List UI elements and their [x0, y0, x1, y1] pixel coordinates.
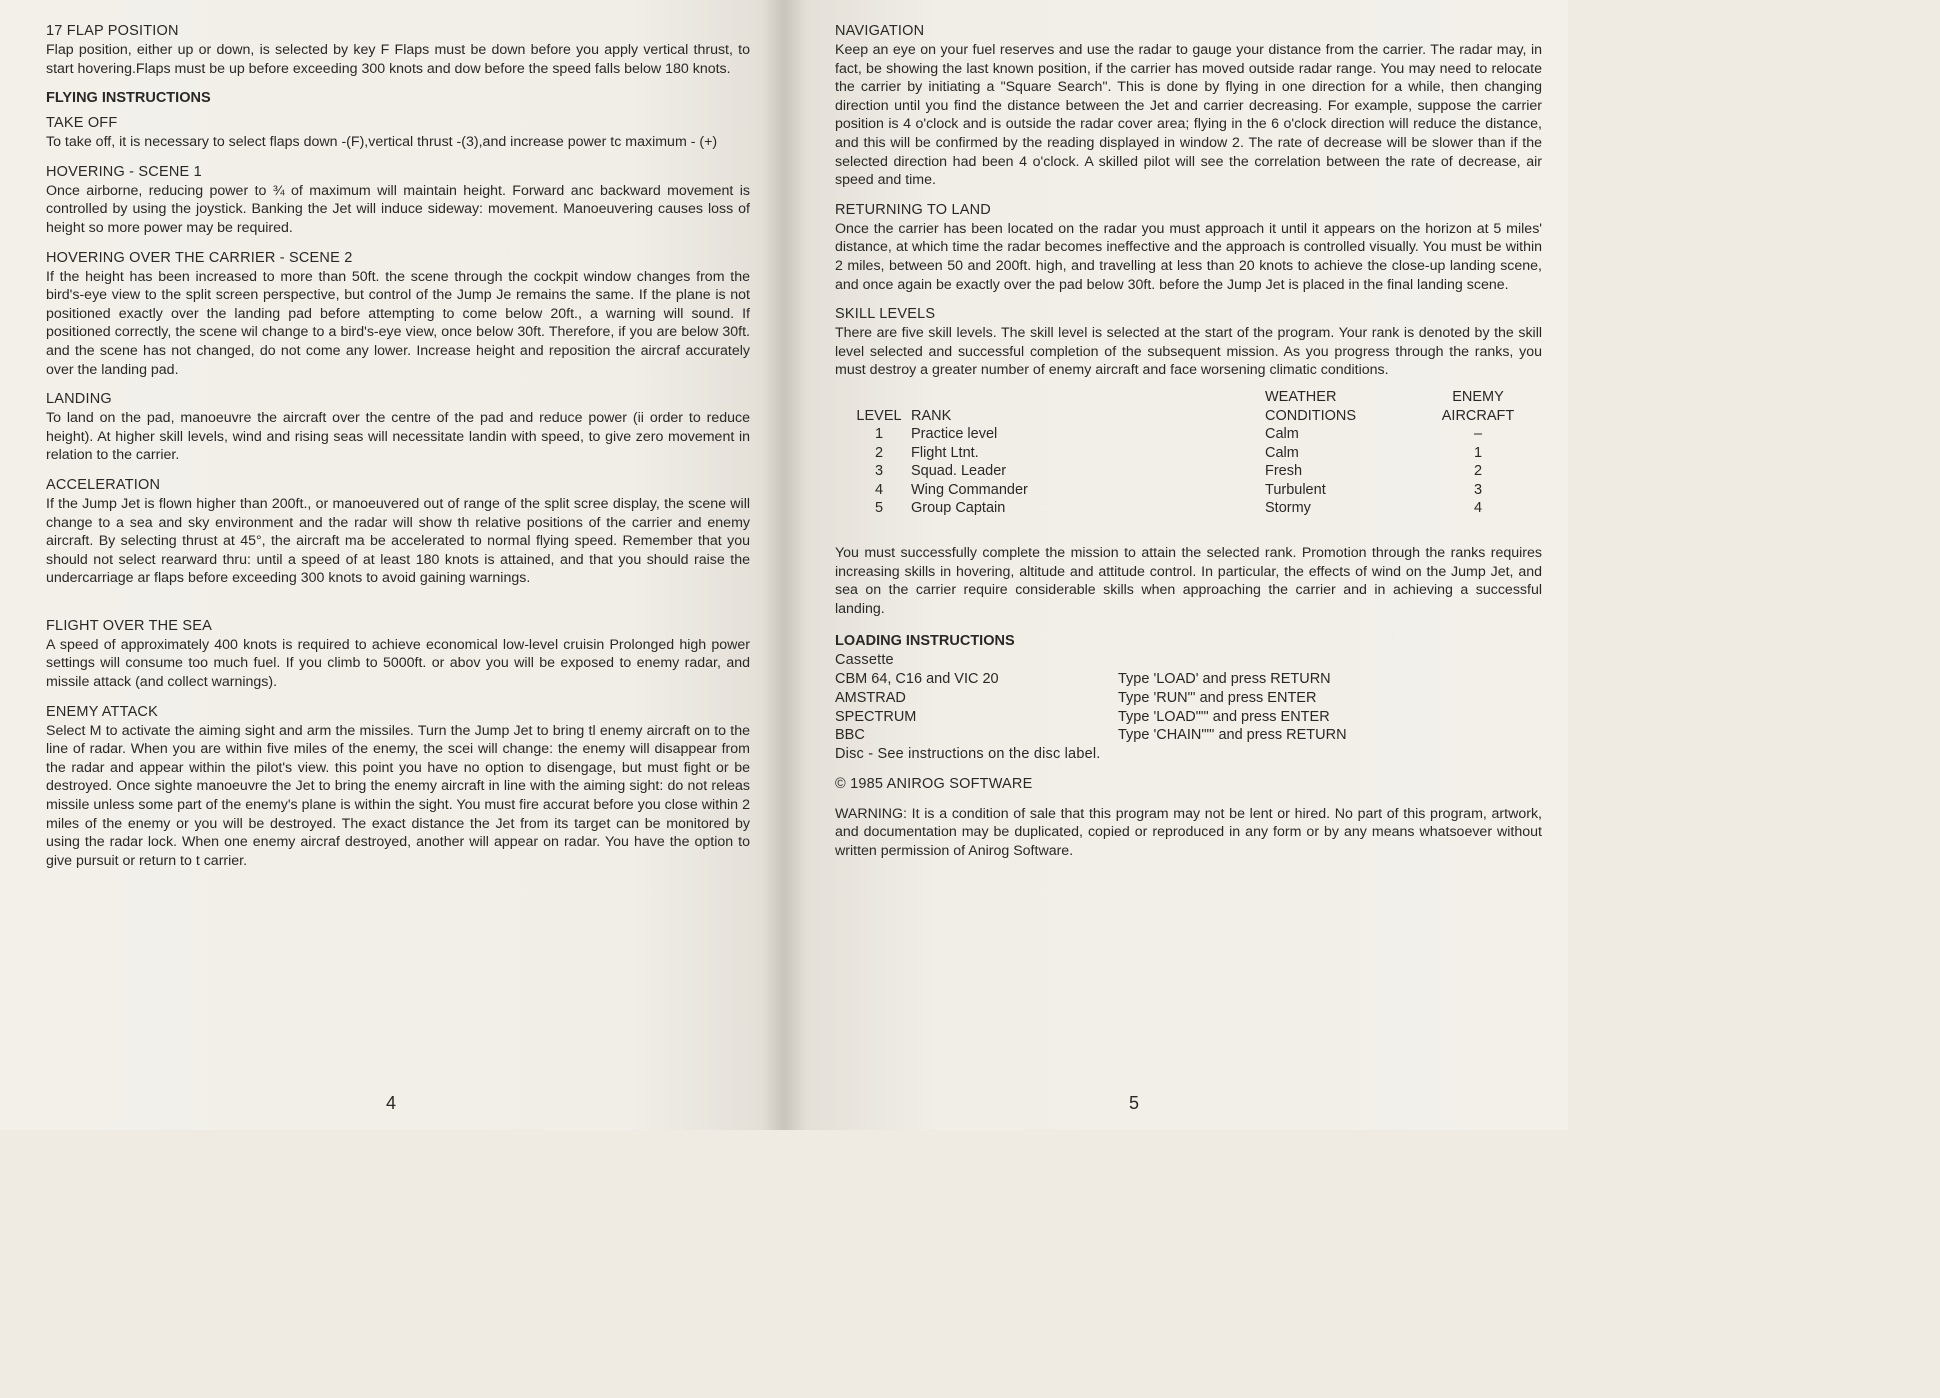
- warning-text: WARNING: It is a condition of sale that this program may not be lent or hired. No part of this program, artwork, and documentation may be duplicated, copied or reproduced in any form or by any means whatsoever without written permission of Anirog Software.: [835, 805, 1542, 859]
- cell-rank: Practice level: [911, 426, 998, 443]
- cell-level: 1: [874, 426, 884, 443]
- loading-row: [835, 708, 1542, 727]
- cell-rank: Squad. Leader: [911, 463, 1007, 480]
- header-weather-line1: WEATHER: [1265, 388, 1337, 405]
- loading-row: [835, 726, 1542, 745]
- loading-heading: LOADING INSTRUCTIONS: [835, 633, 1015, 650]
- loading-row: [835, 670, 1542, 689]
- cell-level: 2: [874, 444, 884, 461]
- loading-subheading: Cassette: [835, 652, 894, 669]
- section-body: Select M to activate the aiming sight and arm the missiles. Turn the Jump Jet to bring tl enemy aircraft on to the line of radar. When you are within five miles of the enemy, the scei will change: the enemy will disappear from the radar and appear within the pilot's view. this point you have no option to disengage, but must fight or be destroyed. Once sighte manoeuvre the Jet to bring the enemy aircraft in line with the aiming sight: do not releas missile unless some part of the enemy's plane is within the sight. You must fire accurat before you close within 2 miles of the enemy or you will be destroyed. The exact distance the Jet from its target can be monitored by using the radar lock. When one enemy aircraf destroyed, another will appear on radar. You have the option to give pursuit or return to t carrier.: [46, 722, 750, 869]
- header-rank: RANK: [911, 407, 952, 424]
- section-enemy-attack: [46, 703, 750, 871]
- section-loading: [835, 632, 1542, 763]
- header-enemy-line2: AIRCRAFT: [1441, 407, 1515, 424]
- section-heading: LANDING: [46, 391, 112, 408]
- section-heading: HOVERING OVER THE CARRIER - SCENE 2: [46, 249, 353, 266]
- section-navigation: [835, 22, 1542, 190]
- header-enemy-line1: ENEMY: [1452, 388, 1504, 405]
- cell-enemy: 3: [1473, 481, 1483, 498]
- section-heading: HOVERING - SCENE 1: [46, 163, 202, 180]
- section-acceleration: [46, 476, 750, 588]
- table-row: [847, 499, 1523, 518]
- cell-level: 4: [874, 481, 884, 498]
- section-body: To land on the pad, manoeuvre the aircraft over the centre of the pad and reduce power (ii order to reduce height). At higher skill levels, wind and rising seas will necessitate landin with speed, to give zero movement in relation to the carrier.: [46, 410, 750, 464]
- cell-enemy: 1: [1473, 444, 1483, 461]
- section-skill-levels: [835, 305, 1542, 618]
- loading-system: AMSTRAD: [835, 690, 906, 707]
- loading-system: SPECTRUM: [835, 708, 917, 725]
- header-weather: [1265, 388, 1433, 425]
- cell-rank: Flight Ltnt.: [911, 444, 979, 461]
- loading-instruction: Type 'LOAD' and press RETURN: [1118, 671, 1331, 688]
- loading-instruction: Type 'RUN"' and press ENTER: [1118, 690, 1317, 707]
- section-body: There are five skill levels. The skill level is selected at the start of the program. Your rank is denoted by the skill level selected and successful completion of the subsequent mission. As you progress through the ranks, you must destroy a greater number of enemy aircraft and face worsening climatic conditions.: [835, 325, 1542, 379]
- section-body: Once airborne, reducing power to ¾ of maximum will maintain height. Forward anc backward movement is controlled by using the joystick. Banking the Jet will induce sideway: movement. Manoeuvering causes loss of height so more power may be required.: [46, 182, 750, 236]
- section-heading: FLIGHT OVER THE SEA: [46, 617, 213, 634]
- section-heading: RETURNING TO LAND: [835, 201, 991, 218]
- cell-level: 5: [874, 500, 884, 517]
- section-body: Flap position, either up or down, is selected by key F Flaps must be down before you apply vertical thrust, to start hovering.Flaps must be up before exceeding 300 knots and dow before the speed falls below 180 knots.: [46, 42, 750, 77]
- loading-row: [835, 689, 1542, 708]
- header-level: LEVEL: [856, 407, 902, 424]
- table-row: [847, 425, 1523, 444]
- section-returning-to-land: [835, 201, 1542, 294]
- section-take-off: [46, 114, 750, 152]
- section-body: Keep an eye on your fuel reserves and use the radar to gauge your distance from the carrier. The radar may, in fact, be showing the last known position, if the carrier has moved outside radar range. You may need to relocate the carrier by initiating a "Square Search". This is done by flying in one direction for a while, then changing direction until you find the distance between the Jet and carrier decreasing. For example, suppose the carrier position is 4 o'clock and is outside the radar cover area; flying in the 6 o'clock direction will reduce the distance, and this will be confirmed by the reading displayed in window 2. The rate of decrease will be slower than if the selected direction had been 4 o'clock. A skilled pilot will see the correlation between the rate of decrease, air speed and time.: [835, 42, 1542, 189]
- loading-system: BBC: [835, 727, 865, 744]
- copyright-notice: [835, 775, 1542, 794]
- table-row: [847, 481, 1523, 500]
- section-body: If the Jump Jet is flown higher than 200ft., or manoeuvered out of range of the split scree display, the scene will change to a sea and sky environment and the radar will show th relative positions of the carrier and enemy aircraft. By selecting thrust at 45°, the aircraft ma be accelerated to normal flying speed. Remember that you should not select rearward thru: until a speed of at least 180 knots is attained, and that you should raise the undercarriage ar flaps before exceeding 300 knots to avoid gaining warnings.: [46, 495, 750, 587]
- disc-instructions: Disc - See instructions on the disc label.: [835, 745, 1101, 762]
- warning-notice: [835, 805, 1542, 861]
- cell-weather: Turbulent: [1265, 481, 1326, 498]
- cell-weather: Fresh: [1265, 463, 1303, 480]
- cell-level: 3: [874, 463, 884, 480]
- section-heading: NAVIGATION: [835, 23, 925, 39]
- loading-system: CBM 64, C16 and VIC 20: [835, 671, 999, 688]
- section-body: A speed of approximately 400 knots is required to achieve economical low-level cruisin Prolonged high power settings will consume too much fuel. If you climb to 5000ft. or abov you will be exposed to enemy radar, and missile attack (and collect warnings).: [46, 636, 750, 691]
- cell-weather: Calm: [1265, 426, 1299, 443]
- right-page: [784, 0, 1568, 1130]
- section-heading: 17 FLAP POSITION: [46, 23, 179, 39]
- section-hovering-carrier: [46, 249, 750, 380]
- section-hovering-scene-1: [46, 163, 750, 238]
- cell-rank: Wing Commander: [911, 481, 1028, 498]
- section-body: Once the carrier has been located on the radar you must approach it until it appears on the horizon at 5 miles' distance, at which time the radar becomes ineffective and the approach is controlled visually. You must be within 2 miles, between 50 and 200ft. high, and travelling at less than 20 knots to achieve the close-up landing scene, and once again be exactly over the pad below 30ft. before the Jump Jet is placed in the final landing scene.: [835, 220, 1542, 293]
- left-page: [0, 0, 784, 1130]
- section-flight-over-sea: [46, 617, 750, 692]
- skill-footer-text: You must successfully complete the mission to attain the selected rank. Promotion through the ranks requires increasing skills in hovering, altitude and attitude control. In particular, the effects of wind on the Jump Jet, and sea on the carrier require considerable skills when approaching the carrier and in achieving a successful landing.: [835, 545, 1542, 617]
- section-body: To take off, it is necessary to select flaps down -(F),vertical thrust -(3),and increase power tc maximum - (+): [46, 134, 718, 151]
- table-header-row: [847, 388, 1523, 425]
- cell-weather: Calm: [1265, 444, 1299, 461]
- section-heading: TAKE OFF: [46, 115, 118, 132]
- section-body: If the height has been increased to more than 50ft. the scene through the cockpit window changes from the bird's-eye view to the split screen perspective, but control of the Jump Je remains the same. If the plane is not positioned exactly over the landing pad before attempting to come below 20ft., a warning will sound. If positioned correctly, the scene wil change to a bird's-eye view, once below 30ft. Therefore, if you are below 30ft. and the scene has not changed, do not come any lower. Increase height and reposition the aircraf accurately over the landing pad.: [46, 268, 750, 378]
- cell-rank: Group Captain: [911, 500, 1006, 517]
- page-number: 4: [386, 1093, 397, 1113]
- section-heading: SKILL LEVELS: [835, 306, 936, 323]
- header-weather-line2: CONDITIONS: [1265, 407, 1357, 424]
- section-heading: ENEMY ATTACK: [46, 703, 158, 720]
- table-row: [847, 462, 1523, 481]
- section-heading: ACCELERATION: [46, 476, 161, 493]
- cell-enemy: –: [1473, 426, 1483, 443]
- table-row: [847, 444, 1523, 463]
- spacer: [46, 599, 750, 617]
- loading-instruction: Type 'LOAD""' and press ENTER: [1118, 708, 1330, 725]
- copyright-text: © 1985 ANIROG SOFTWARE: [835, 775, 1033, 792]
- section-flap-position: [46, 22, 750, 78]
- section-landing: [46, 390, 750, 465]
- skill-levels-table: [847, 388, 1523, 518]
- header-enemy: [1433, 388, 1523, 425]
- flying-instructions-heading: FLYING INSTRUCTIONS: [46, 90, 211, 107]
- cell-enemy: 4: [1473, 500, 1483, 517]
- loading-instruction: Type 'CHAIN""' and press RETURN: [1118, 727, 1347, 744]
- cell-weather: Stormy: [1265, 500, 1311, 517]
- page-number: 5: [1129, 1093, 1140, 1113]
- cell-enemy: 2: [1473, 463, 1483, 480]
